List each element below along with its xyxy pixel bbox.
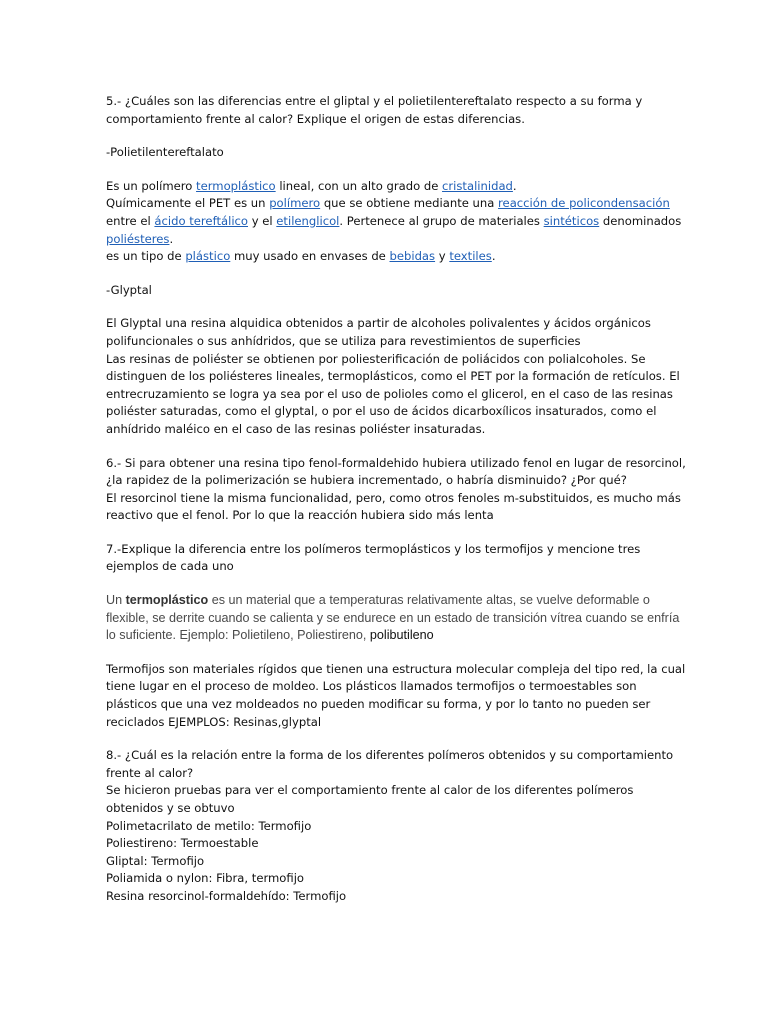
question-6: 6.- Si para obtener una resina tipo fenol-formaldehido hubiera utilizado fenol en lugar de resorcinol, ¿la rapidez de la polimerización se hubiera incrementado, o habría disminuido? ¿Por qué? — [106, 455, 686, 488]
web-text: es un material que a temperaturas relativamente altas, se vuelve deformable o flexible, se derrite cuando se calienta y se endurece en un estado de transición vítrea cuando se enfría lo suficiente. Ejemplo: Polietileno, Poliestireno, — [106, 593, 680, 643]
answer-6: El resorcinol tiene la misma funcionalidad, pero, como otros fenoles m-substituidos, es mucho más reactivo que el fenol. Por lo que la reacción hubiera sido más lenta — [106, 490, 681, 523]
link-reaccion-policondensacion[interactable]: reacción de policondensación — [498, 196, 670, 211]
pet-text: . Pertenece al grupo de materiales — [339, 213, 544, 228]
link-bebidas[interactable]: bebidas — [389, 249, 436, 264]
termoplastico-definition — [106, 592, 686, 645]
list-item: Poliestireno: Termoestable — [106, 836, 259, 851]
question-8: 8.- ¿Cuál es la relación entre la forma de los diferentes polímeros obtenidos y su comportamiento frente al calor? — [106, 748, 674, 780]
web-bold-term: termoplástico — [125, 593, 209, 608]
link-plastico[interactable]: plástico — [185, 249, 231, 264]
list-item: Gliptal: Termofijo — [106, 853, 205, 868]
question-7: 7.-Explique la diferencia entre los polímeros termoplásticos y los termofijos y mencione tres ejemplos de cada uno — [106, 541, 641, 574]
answer-8-intro: Se hicieron pruebas para ver el comportamiento frente al calor de los diferentes polímeros obtenidos y se obtuvo — [106, 783, 634, 815]
pet-text: . — [491, 249, 496, 264]
document-page — [106, 93, 686, 906]
link-etilenglicol[interactable]: etilenglicol — [276, 213, 340, 228]
pet-text: Químicamente el PET es un — [106, 196, 270, 211]
web-text: Un — [106, 593, 126, 608]
list-item: Resina resorcinol-formaldehído: Termofijo — [106, 888, 347, 903]
pet-text: lineal, con un alto grado de — [275, 178, 443, 193]
glyptal-text-2: Las resinas de poliéster se obtienen por poliesterificación de poliácidos con polialcoholes. Se distinguen de los poliésteres lineales, termoplásticos, como el PET por la formación de retículos. El entrecruzamiento se logra ya sea por el uso de polioles como el glicerol, en el caso de las resinas poliéster saturadas, como el glyptal, o por el uso de ácidos dicarboxílicos insaturados, como el anhídrido maléico en el caso de las resinas poliéster insaturadas. — [106, 351, 680, 436]
list-item: Polimetacrilato de metilo: Termofijo — [106, 818, 312, 833]
glyptal-text-1: El Glyptal una resina alquidica obtenidos a partir de alcoholes polivalentes y ácidos orgánicos polifuncionales o sus anhídridos, que se utiliza para revestimientos de superficies — [106, 316, 651, 348]
pet-text: . — [512, 178, 517, 193]
link-polimero[interactable]: polímero — [269, 196, 321, 211]
pet-text: entre el — [106, 213, 155, 228]
list-item: Poliamida o nylon: Fibra, termofijo — [106, 871, 305, 886]
glyptal-paragraph — [106, 315, 686, 438]
pet-text: y — [435, 249, 450, 264]
pet-text: muy usado en envases de — [230, 249, 390, 264]
question-5: 5.- ¿Cuáles son las diferencias entre el gliptal y el polietilentereftalato respecto a su forma y comportamiento frente al calor? Explique el origen de estas diferencias. — [106, 94, 643, 126]
pet-text: es un tipo de — [106, 249, 186, 264]
results-list — [106, 818, 686, 906]
glyptal-heading: -Glyptal — [106, 282, 152, 297]
pet-text: denominados — [599, 213, 682, 228]
pet-text: que se obtiene mediante una — [320, 196, 499, 211]
pet-paragraph — [106, 178, 686, 266]
link-acido-tereftalico[interactable]: ácido tereftálico — [154, 213, 249, 228]
answer-7-termofijos: Termofijos son materiales rígidos que tienen una estructura molecular compleja del tipo red, la cual tiene lugar en el proceso de moldeo. Los plásticos llamados termofijos o termoestables son plásticos que una vez moldeados no pueden modificar su forma, y por lo tanto no pueden ser reciclados EJEMPLOS: Resinas,glyptal — [106, 661, 686, 729]
pet-heading: -Polietilentereftalato — [106, 145, 224, 160]
pet-text: Es un polímero — [106, 178, 197, 193]
link-termoplastico[interactable]: termoplástico — [196, 178, 276, 193]
link-poliesteres[interactable]: poliésteres — [106, 231, 170, 246]
pet-text: y el — [248, 213, 277, 228]
link-cristalinidad[interactable]: cristalinidad — [442, 178, 513, 193]
pet-text: . — [169, 231, 174, 246]
link-sinteticos[interactable]: sintéticos — [543, 213, 600, 228]
link-textiles[interactable]: textiles — [449, 249, 492, 264]
web-text-example: polibutileno — [369, 628, 434, 643]
